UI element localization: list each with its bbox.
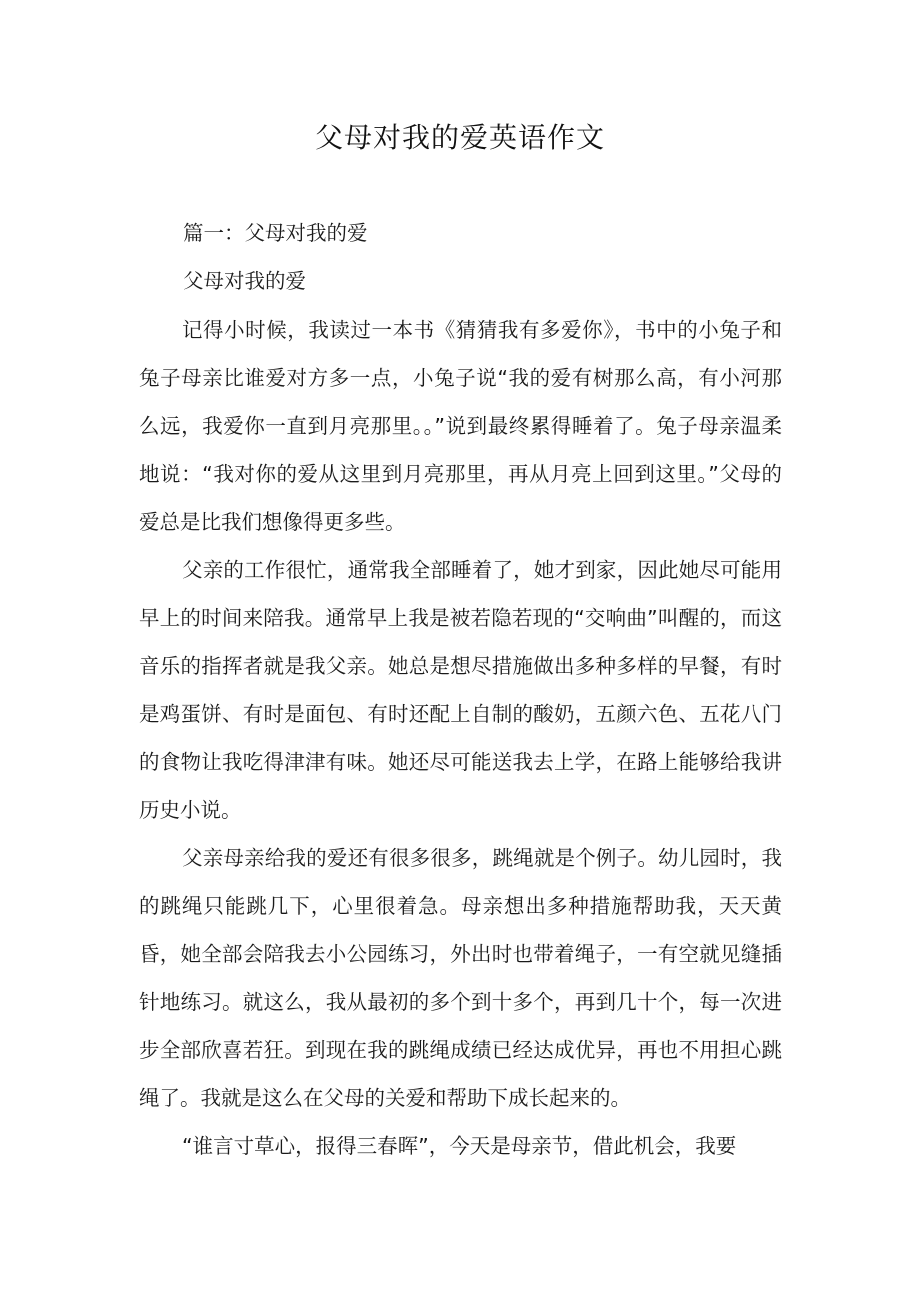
document-title: 父母对我的爱英语作文 [314,121,605,154]
paragraph-2: 父亲的工作很忙，通常我全部睡着了，她才到家，因此她尽可能用早上的时间来陪我。通常早上我是被若隐若现的“交响曲”叫醒的，而这音乐的指挥者就是我父亲。她总是想尽措施做出多种多样的早餐，有时是鸡蛋饼、有时是面包、有时还配上自制的酸奶，五颜六色、五花八门的食物让我吃得津津有味。她还尽可能送我去上学，在路上能够给我讲历史小说。 [139,558,782,822]
paragraph-1: 记得小时候，我读过一本书《猜猜我有多爱你》，书中的小兔子和兔子母亲比谁爱对方多一点，小兔子说“我的爱有树那么高，有小河那么远，我爱你一直到月亮那里。。”说到最终累得睡着了。兔子母亲温柔地说：“我对你的爱从这里到月亮那里，再从月亮上回到这里。”父母的爱总是比我们想像得更多些。 [139,318,782,534]
section-subtitle: 父母对我的爱 [183,269,306,293]
section-heading: 篇一：父母对我的爱 [183,221,368,245]
paragraph-4: “谁言寸草心，报得三春晖”，今天是母亲节，借此机会，我要 [182,1134,737,1158]
paragraph-3: 父亲母亲给我的爱还有很多很多，跳绳就是个例子。幼儿园时，我的跳绳只能跳几下，心里很着急。母亲想出多种措施帮助我，天天黄昏，她全部会陪我去小公园练习，外出时也带着绳子，一有空就见缝插针地练习。就这么，我从最初的多个到十多个，再到几十个，每一次进步全部欣喜若狂。到现在我的跳绳成绩已经达成优异，再也不用担心跳绳了。我就是这么在父母的关爱和帮助下成长起来的。 [139,846,782,1110]
